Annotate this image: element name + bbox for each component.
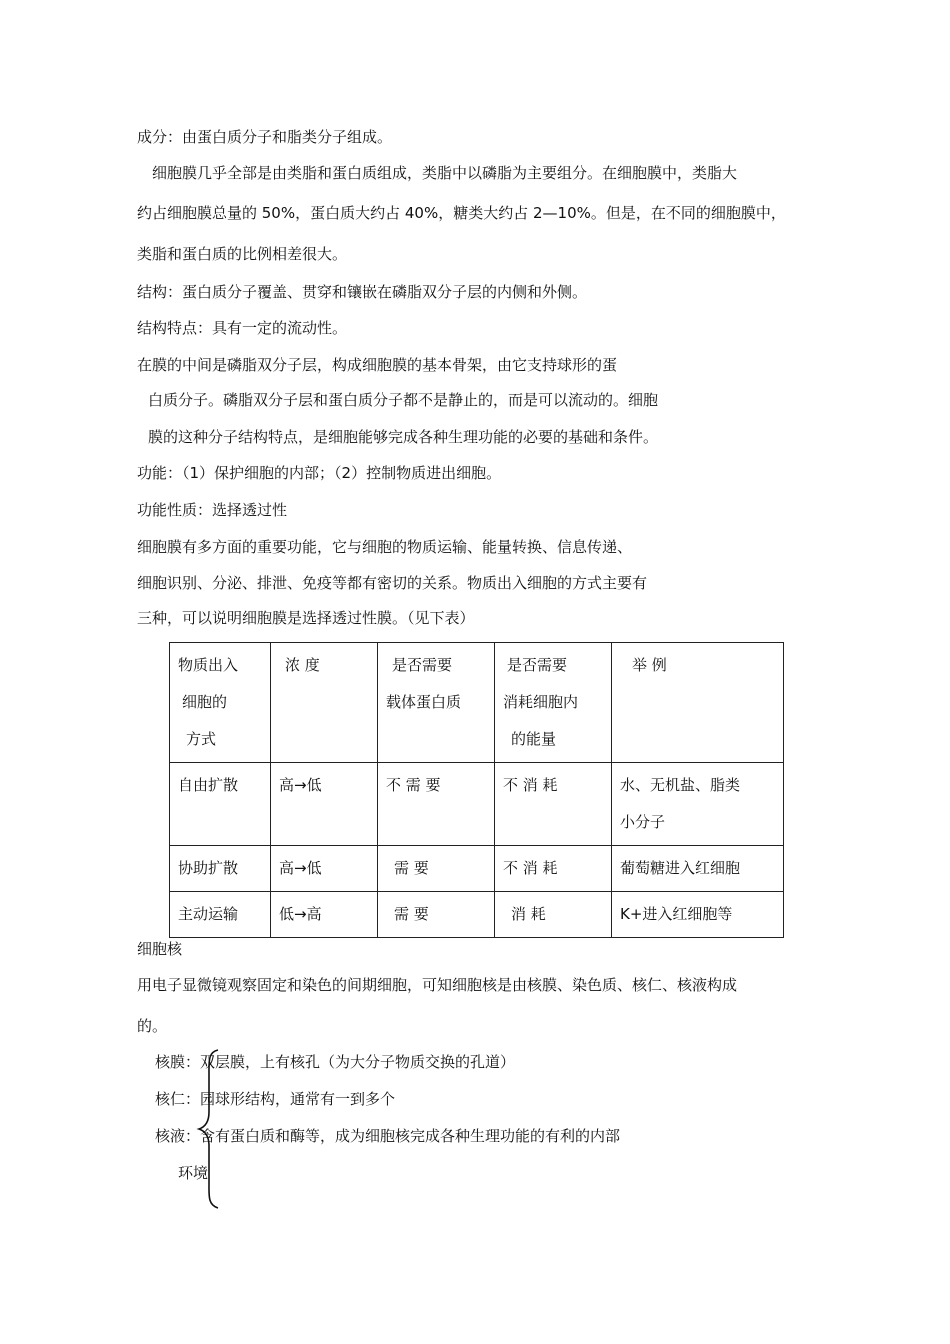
nuclear-sap-continuation: 环境	[178, 1164, 209, 1182]
structure-feature-line: 结构特点：具有一定的流动性。	[137, 319, 348, 337]
table-header-row	[170, 643, 784, 763]
transport-paragraph-line-1: 细胞膜有多方面的重要功能，它与细胞的物质运输、能量转换、信息传递、	[137, 538, 633, 556]
cell-example: K+进入红细胞等	[612, 892, 784, 938]
header-mode-line-3: 方式	[186, 730, 217, 748]
nucleus-intro-line-1: 用电子显微镜观察固定和染色的间期细胞，可知细胞核是由核膜、染色质、核仁、核液构成	[137, 976, 738, 994]
function-property-line: 功能性质：选择透过性	[137, 501, 288, 519]
cell-example-line-1: 水、无机盐、脂类	[620, 776, 741, 794]
cell-mode: 协助扩散	[170, 846, 271, 892]
header-carrier-line-2: 载体蛋白质	[386, 693, 462, 711]
nuclear-envelope-text: 双层膜，上有核孔（为大分子物质交换的孔道）	[200, 1053, 516, 1071]
nucleus-intro-line-2: 的。	[137, 1017, 168, 1035]
nuclear-sap-text: 含有蛋白质和酶等，成为细胞核完成各种生理功能的有利的内部	[200, 1127, 621, 1145]
header-mode-line-1: 物质出入	[178, 656, 239, 674]
cell-concentration: 高→低	[271, 846, 378, 892]
header-carrier	[378, 643, 495, 763]
header-mode-line-2: 细胞的	[182, 693, 228, 711]
structure-line: 结构：蛋白质分子覆盖、贯穿和镶嵌在磷脂双分子层的内侧和外侧。	[137, 283, 588, 301]
header-example	[612, 643, 784, 763]
membrane-paragraph-line-2: 约占细胞膜总量的 50%，蛋白质大约占 40%，糖类大约占 2—10%。但是，在不同的细胞膜中，	[137, 204, 786, 222]
nuclear-envelope-label: 核膜：	[155, 1053, 201, 1071]
membrane-paragraph-line-1: 细胞膜几乎全部是由类脂和蛋白质组成，类脂中以磷脂为主要组分。在细胞膜中，类脂大	[152, 164, 738, 182]
nucleolus-text: 园球形结构，通常有一到多个	[200, 1090, 396, 1108]
composition-line: 成分：由蛋白质分子和脂类分子组成。	[137, 128, 393, 146]
nucleus-heading: 细胞核	[137, 940, 183, 958]
cell-example-line-2: 小分子	[620, 813, 666, 831]
cell-concentration: 低→高	[271, 892, 378, 938]
nuclear-envelope-item	[155, 1052, 515, 1072]
cell-carrier: 需 要	[378, 846, 495, 892]
function-line: 功能：（1）保护细胞的内部；（2）控制物质进出细胞。	[137, 464, 502, 482]
cell-carrier: 需 要	[378, 892, 495, 938]
cell-example	[612, 763, 784, 846]
cell-carrier: 不 需 要	[378, 763, 495, 846]
header-energy-line-3: 的能量	[511, 730, 557, 748]
table-row	[170, 892, 784, 938]
bilayer-paragraph-line-3: 膜的这种分子结构特点，是细胞能够完成各种生理功能的必要的基础和条件。	[148, 428, 659, 446]
header-carrier-line-1: 是否需要	[392, 656, 453, 674]
transport-paragraph-line-2: 细胞识别、分泌、排泄、免疫等都有密切的关系。物质出入细胞的方式主要有	[137, 574, 648, 592]
nuclear-sap-label: 核液：	[155, 1127, 201, 1145]
header-example-text: 举 例	[632, 656, 667, 674]
cell-energy: 不 消 耗	[495, 846, 612, 892]
cell-mode: 主动运输	[170, 892, 271, 938]
cell-energy: 消 耗	[495, 892, 612, 938]
bilayer-paragraph-line-2: 白质分子。磷脂双分子层和蛋白质分子都不是静止的，而是可以流动的。细胞	[148, 391, 659, 409]
nucleolus-label: 核仁：	[155, 1090, 201, 1108]
bilayer-paragraph-line-1: 在膜的中间是磷脂双分子层，构成细胞膜的基本骨架，由它支持球形的蛋	[137, 356, 618, 374]
membrane-paragraph-line-3: 类脂和蛋白质的比例相差很大。	[137, 245, 348, 263]
nuclear-sap-item	[155, 1126, 620, 1146]
header-concentration-text: 浓 度	[285, 656, 320, 674]
cell-example: 葡萄糖进入红细胞	[612, 846, 784, 892]
header-energy-line-2: 消耗细胞内	[503, 693, 579, 711]
header-mode	[170, 643, 271, 763]
header-energy-line-1: 是否需要	[507, 656, 568, 674]
cell-mode: 自由扩散	[170, 763, 271, 846]
table-row	[170, 846, 784, 892]
transport-table	[169, 642, 784, 938]
cell-concentration: 高→低	[271, 763, 378, 846]
transport-paragraph-line-3: 三种，可以说明细胞膜是选择透过性膜。（见下表）	[137, 609, 475, 627]
cell-energy: 不 消 耗	[495, 763, 612, 846]
table-row	[170, 763, 784, 846]
nucleolus-item	[155, 1089, 395, 1109]
header-concentration	[271, 643, 378, 763]
header-energy	[495, 643, 612, 763]
